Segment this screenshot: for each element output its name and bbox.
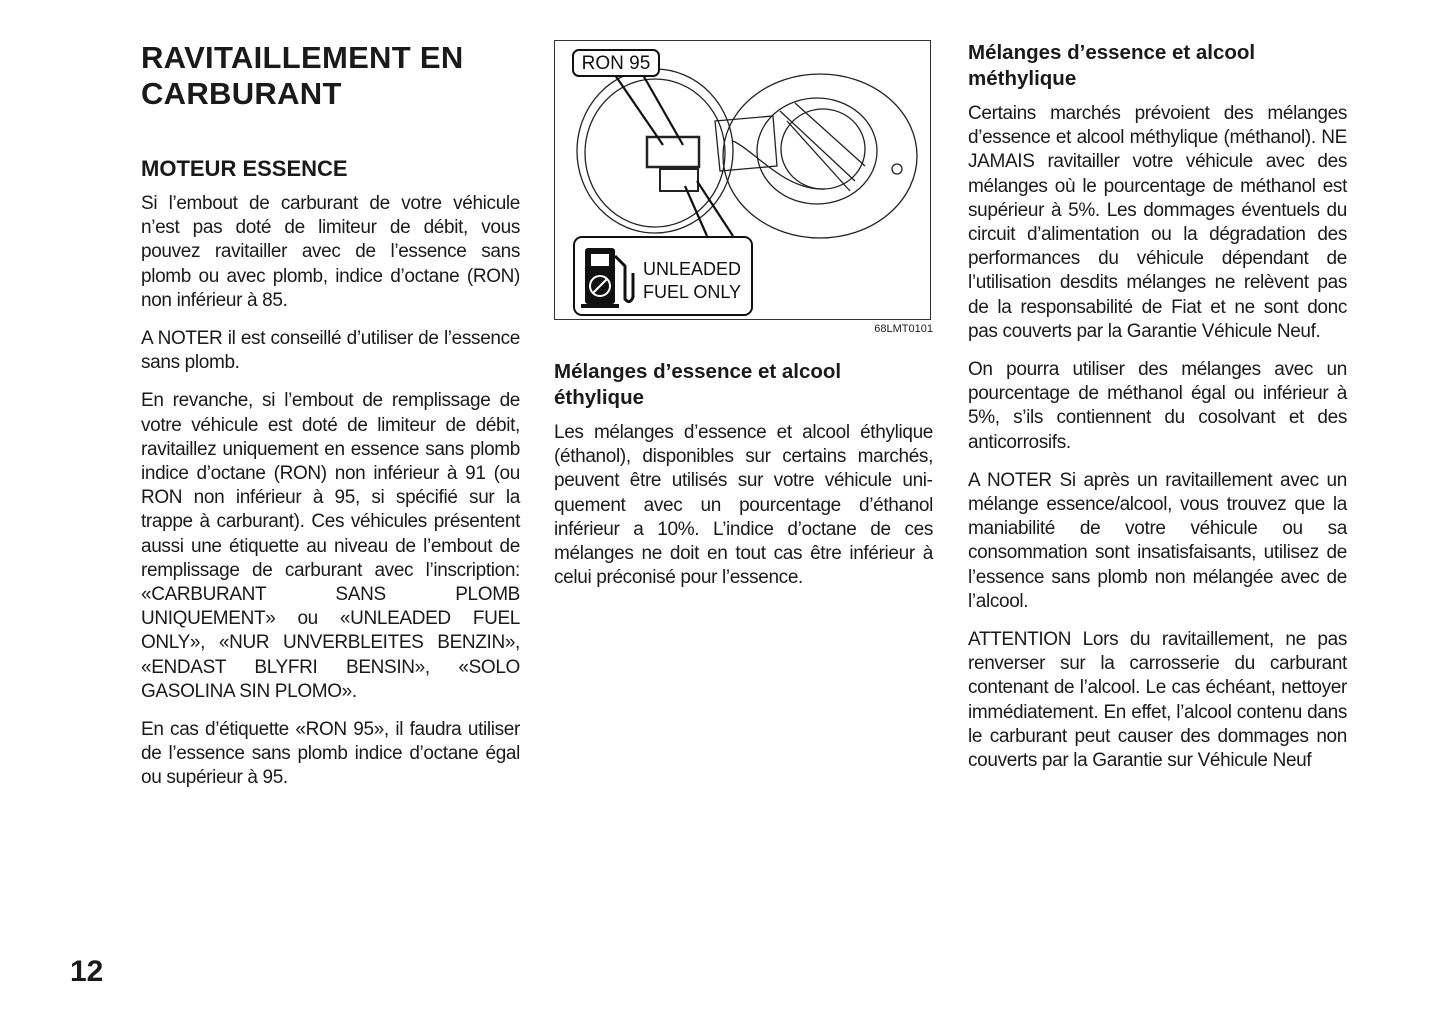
page-title: RAVITAILLEMENT EN CARBURANT: [141, 40, 464, 111]
ron-95-label: RON 95: [581, 53, 651, 74]
column-1: [141, 40, 520, 805]
fuel-flap-illustration: [555, 41, 929, 318]
column-3: [968, 40, 1347, 787]
unleaded-label-line1: UNLEADED: [643, 259, 742, 279]
page-number: 12: [70, 955, 104, 988]
paragraph: En cas d’étiquette «RON 95», il faudra utiliser de l’essence sans plomb indice d’octane égal ou supérieur à 95.: [141, 719, 520, 789]
unleaded-label-line2: FUEL ONLY: [643, 282, 742, 302]
paragraph: En revanche, si l’embout de remplissage de votre véhicule est doté de limiteur de débit, ravitaillez uniquement en essence sans plomb indice d’octane (RON) non inférieur à 91 (ou RON non inférieur à 95, si spécifié sur la trappe à carburant). Ces véhicules présentent aussi une étiquette au niveau de l’embout de remplissage de carburant avec l’inscription: «CARBURANT SANS PLOMB UNIQUEMENT» ou «UNLEADED FUEL ONLY», «NUR UNVERBLEITES BENZIN», «ENDAST BLYFRI BENSIN», «SOLO GASOLINA SIN PLOMO».: [141, 390, 520, 702]
paragraph: Certains marchés prévoient des mélanges d’essence et alcool méthylique (méthanol). NE JAMAIS ravitailler votre véhicule avec des mélanges où le pourcentage de méthanol est supérieur à 5%. Les dommages éventuels du circuit d’alimentation ou la dégradation des performances du véhicule dépendant de l’utilisation desdits mélanges ne relèvent pas de la responsabilité de Fiat et ne sont donc pas couverts par la Garantie Véhicule Neuf.: [968, 103, 1347, 342]
section-heading: MOTEUR ESSENCE: [141, 156, 348, 181]
paragraph: On pourra utiliser des mélanges avec un pourcentage de méthanol égal ou inférieur à 5%, s’ils contiennent du cosolvant et des anticorrosifs.: [968, 359, 1347, 453]
paragraph: Les mélanges d’essence et alcool éthylique (éthanol), disponibles sur certains marchés, peuvent être utilisés sur votre véhicule uniquement avec un pourcentage d’éthanol inférieur a 10%. L’indice d’octane de ces mélanges ne doit en tout cas être inférieur à celui préconisé pour l’essence.: [554, 422, 933, 589]
fuel-filler-figure: [554, 40, 931, 320]
subsection-heading: Mélanges d’essence et alcool éthylique: [554, 360, 842, 409]
paragraph: Si l’embout de carburant de votre véhicule n’est pas doté de limiteur de débit, vous pouvez ravitailler avec de l’essence sans plomb ou avec plomb, indice d’octane (RON) non inférieur à 85.: [141, 193, 520, 311]
paragraph: A NOTER il est conseillé d’utiliser de l’essence sans plomb.: [141, 328, 520, 374]
figure-code: 68LMT0101: [874, 323, 933, 335]
column-2: [554, 40, 933, 604]
paragraph: A NOTER Si après un ravitaillement avec un mélange essence/alcool, vous trouvez que la maniabilité de votre véhicule ou sa consommation sont insatisfaisants, utilisez de l’essence sans plomb non mélangée avec de l’alcool.: [968, 469, 1347, 612]
subsection-heading: Mélanges d’essence et alcool méthylique: [968, 41, 1256, 90]
paragraph: ATTENTION Lors du ravitaillement, ne pas renverser sur la carrosserie du carburant contenant de l’alcool. Le cas échéant, nettoyer immédiatement. En effet, l’alcool contenu dans le carburant peut causer des dommages non couverts par la Garantie sur Véhicule Neuf: [968, 629, 1347, 772]
